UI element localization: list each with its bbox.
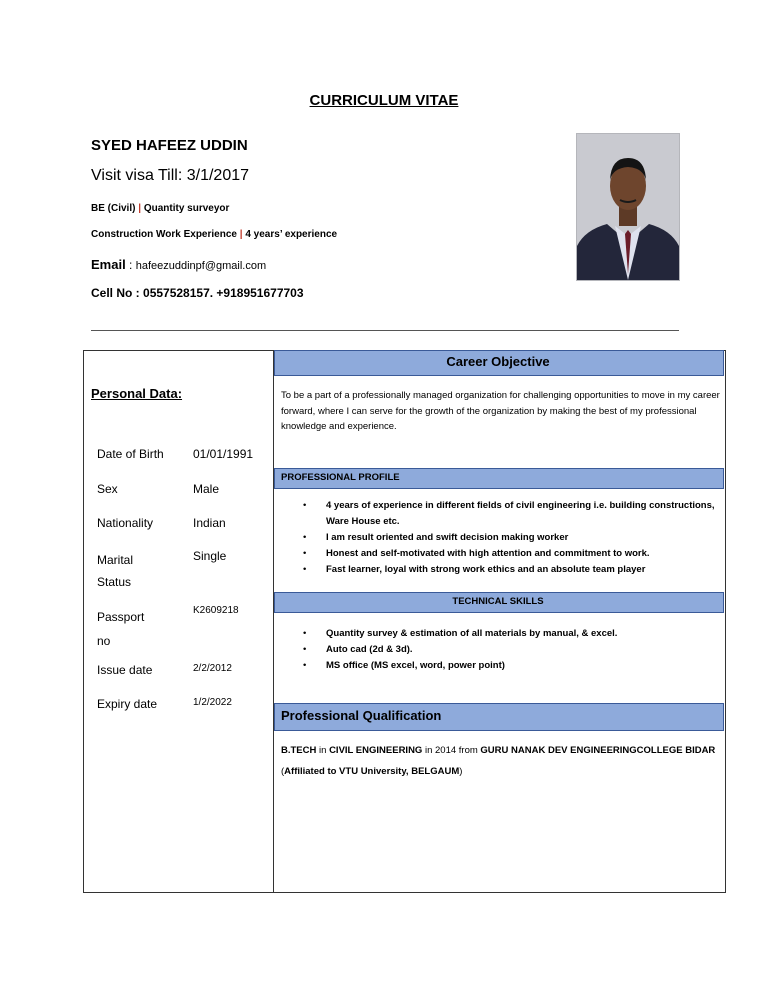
affiliation-close: ) [459, 766, 463, 777]
issue-date-label: Issue date [97, 663, 153, 677]
cell-line: Cell No : 0557528157. +918951677703 [91, 286, 304, 300]
qualification-affiliation: Affiliated to VTU University, BELGAUM [284, 766, 460, 777]
expiry-date-value: 1/2/2022 [193, 697, 232, 708]
personal-data-heading: Personal Data: [91, 386, 183, 401]
experience-value: 4 years’ experience [245, 229, 338, 240]
visa-info: Visit visa Till: 3/1/2017 [91, 167, 250, 184]
list-item: • 4 years of experience in different fields of civil engineering i.e. building constructions, Ware House etc. [300, 498, 720, 530]
qualification-text [281, 740, 726, 782]
affiliation-open: ( [281, 766, 285, 777]
profile-list [300, 498, 720, 578]
email-line: Email : hafeezuddinpf@gmail.com [91, 257, 267, 272]
document-title: CURRICULUM VITAE [309, 92, 459, 109]
list-item: • I am result oriented and swift decision making worker [300, 530, 720, 546]
passport-label: Passport no [97, 610, 145, 648]
qualification-heading: Professional Qualification [281, 708, 442, 723]
table-column-divider [273, 350, 274, 892]
marital-label: Marital Status [97, 553, 134, 589]
list-item: • MS office (MS excel, word, power point) [300, 658, 720, 674]
cell-value: 0557528157. +918951677703 [143, 286, 304, 300]
career-objective-text: To be a part of a professionally managed organization for challenging opportunities to move in my career forward, where I can serve for the growth of the organization by making the best of my professional knowledge and experience. [281, 390, 720, 432]
marital-value: Single [193, 549, 227, 563]
sex-value: Male [193, 482, 220, 496]
qualification-college: GURU NANAK DEV ENGINEERINGCOLLEGE BIDAR [480, 745, 716, 756]
profile-heading: PROFESSIONAL PROFILE [281, 472, 400, 483]
qualification-in: in [316, 745, 330, 756]
dob-label: Date of Birth [97, 447, 164, 461]
experience-line [91, 229, 337, 240]
email-label: Email [91, 257, 126, 272]
header-divider [91, 330, 679, 331]
qualification-degree: B.TECH [281, 745, 317, 756]
experience-label: Construction Work Experience [91, 229, 237, 240]
dob-value: 01/01/1991 [193, 447, 254, 461]
qualification-field: CIVIL ENGINEERING [329, 745, 423, 756]
profile-photo [576, 133, 680, 281]
list-item: • Fast learner, loyal with strong work ethics and an absolute team player [300, 562, 720, 578]
nationality-value: Indian [193, 516, 226, 530]
degree: BE (Civil) [91, 203, 136, 214]
separator: | [239, 229, 243, 240]
separator: | [138, 203, 142, 214]
skills-list [300, 626, 720, 674]
list-item: • Auto cad (2d & 3d). [300, 642, 720, 658]
nationality-label: Nationality [97, 516, 154, 530]
person-photo-icon [577, 134, 679, 280]
qualification-year: in 2014 from [422, 745, 481, 756]
cell-label: Cell No [91, 286, 133, 300]
designation: Quantity surveyor [143, 203, 230, 214]
career-objective-heading: Career Objective [446, 354, 550, 369]
sex-label: Sex [97, 482, 118, 496]
expiry-date-label: Expiry date [97, 697, 158, 711]
email-link[interactable]: hafeezuddinpf@gmail.com [135, 260, 267, 272]
skills-heading: TECHNICAL SKILLS [452, 596, 544, 607]
degree-line [91, 203, 229, 214]
issue-date-value: 2/2/2012 [193, 663, 232, 674]
list-item: • Quantity survey & estimation of all materials by manual, & excel. [300, 626, 720, 642]
candidate-name: SYED HAFEEZ UDDIN [91, 137, 248, 154]
list-item: • Honest and self-motivated with high attention and commitment to work. [300, 546, 720, 562]
passport-value: K2609218 [193, 605, 239, 616]
